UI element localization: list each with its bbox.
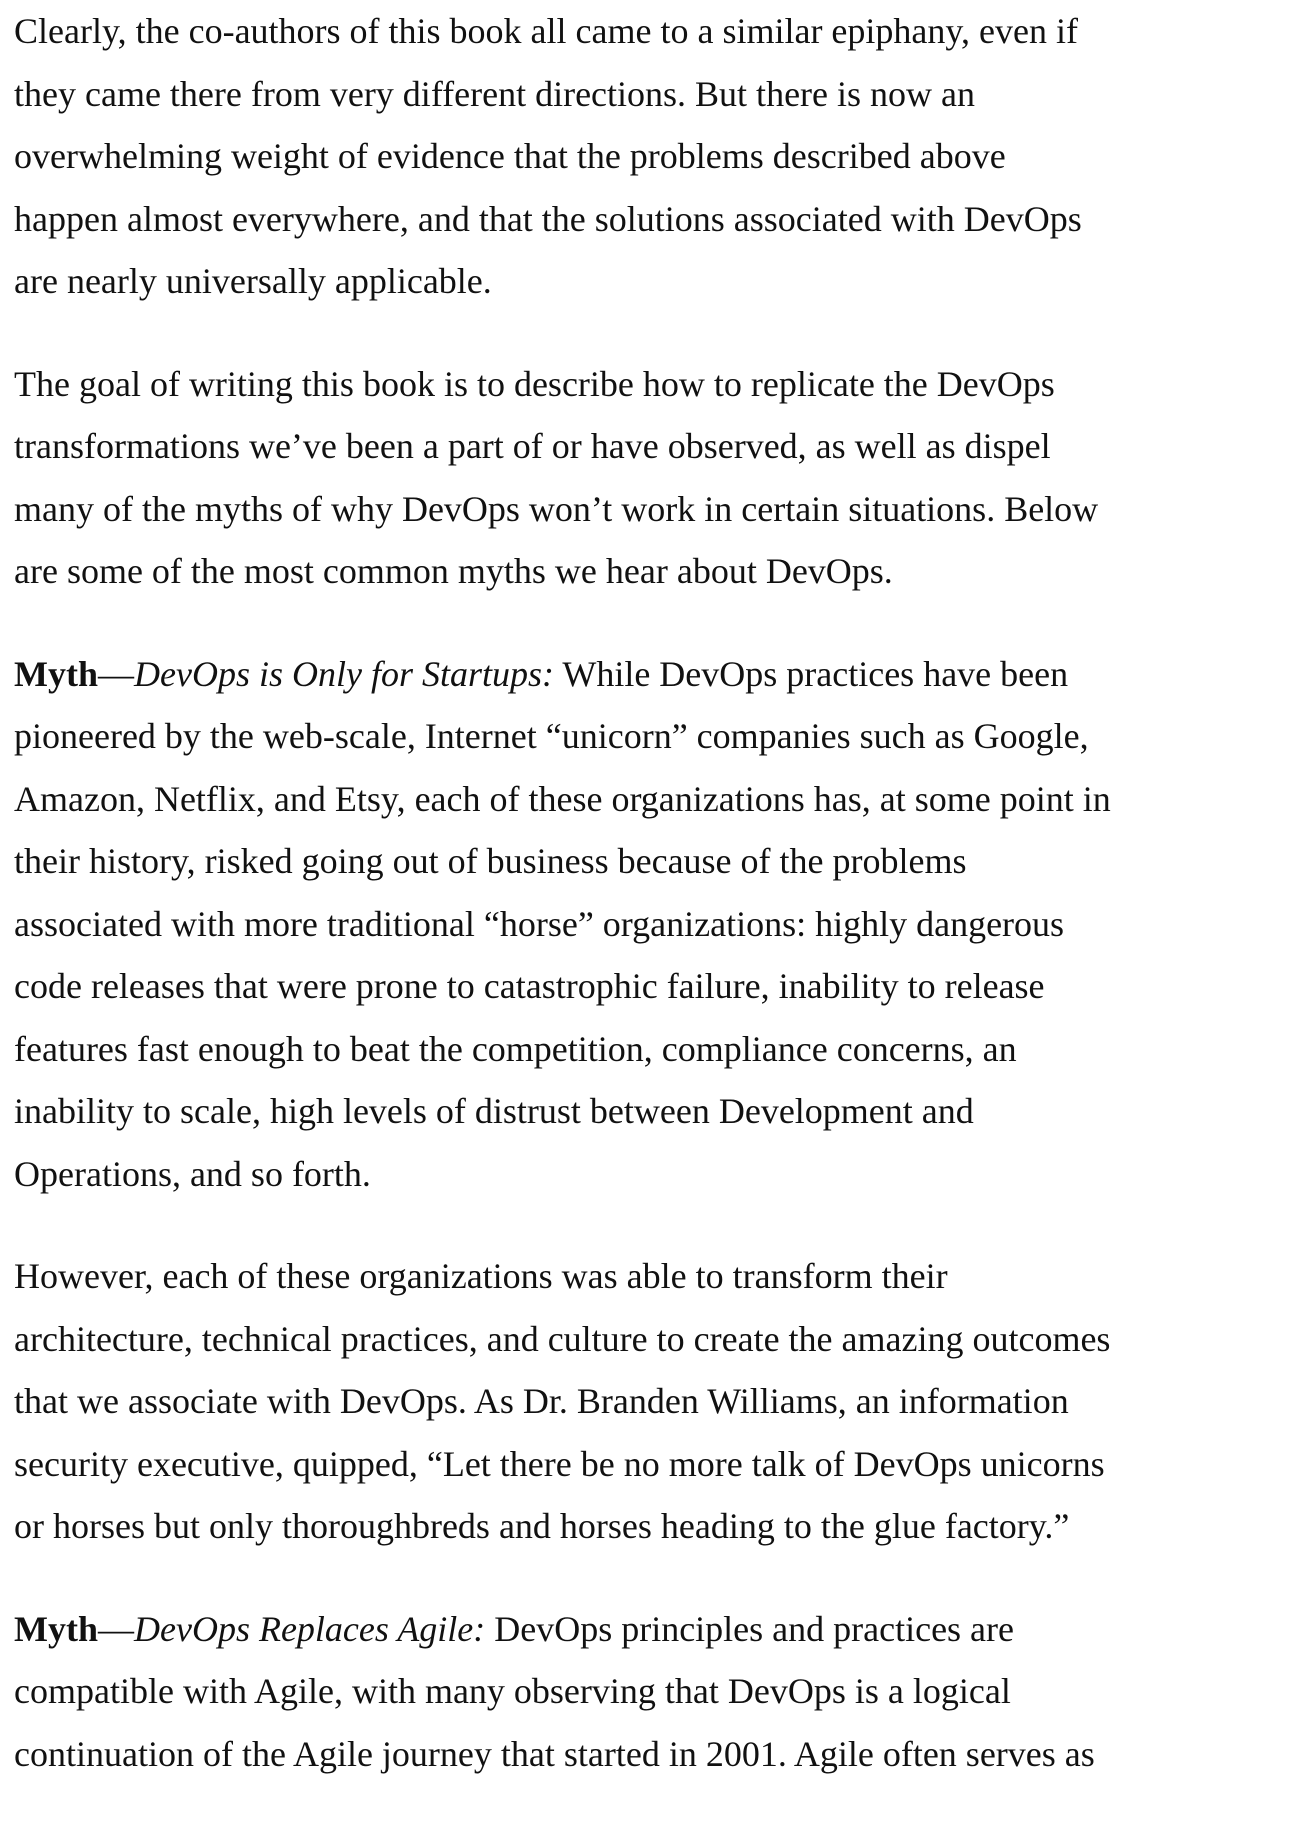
myth-label: Myth <box>14 653 98 694</box>
myth-lead-line <box>14 643 1296 706</box>
text-line: associated with more traditional “horse” organizations: highly dangerous <box>14 903 1065 944</box>
text-line: Amazon, Netflix, and Etsy, each of these organizations has, at some point in <box>14 778 1111 819</box>
document-page <box>14 0 1296 1825</box>
text-line: are some of the most common myths we hear about DevOps. <box>14 551 893 591</box>
text-line: or horses but only thoroughbreds and horses heading to the glue factory.” <box>14 1506 1070 1546</box>
text-line: that we associate with DevOps. As Dr. Branden Williams, an information <box>14 1381 1069 1421</box>
text-line: inability to scale, high levels of distrust between Development and <box>14 1091 974 1131</box>
myth-title: DevOps is Only for Startups: <box>134 653 554 694</box>
paragraph-goal <box>14 353 1296 603</box>
text-line: architecture, technical practices, and culture to create the amazing outcomes <box>14 1318 1111 1359</box>
paragraph-myth-agile <box>14 1598 1296 1786</box>
text-line: features fast enough to beat the competition, compliance concerns, an <box>14 1028 1017 1069</box>
text-line: they came there from very different directions. But there is now an <box>14 73 975 114</box>
text-line: code releases that were prone to catastrophic failure, inability to release <box>14 966 1045 1006</box>
text-line: Operations, and so forth. <box>14 1153 371 1194</box>
paragraph-myth-startups <box>14 643 1296 1206</box>
em-dash: — <box>98 653 134 694</box>
text-line: The goal of writing this book is to describe how to replicate the DevOps <box>14 363 1055 404</box>
text-line: happen almost everywhere, and that the solutions associated with DevOps <box>14 198 1082 239</box>
paragraph-epiphany <box>14 0 1296 313</box>
text-line: However, each of these organizations was able to transform their <box>14 1256 948 1296</box>
text-line: compatible with Agile, with many observing that DevOps is a logical <box>14 1671 1011 1711</box>
myth-lead-text: DevOps principles and practices are <box>485 1608 1015 1649</box>
text-line: are nearly universally applicable. <box>14 261 492 301</box>
text-line: their history, risked going out of business because of the problems <box>14 841 967 881</box>
myth-lead-text: While DevOps practices have been <box>553 653 1069 694</box>
text-line: pioneered by the web-scale, Internet “unicorn” companies such as Google, <box>14 716 1089 756</box>
text-line: transformations we’ve been a part of or have observed, as well as dispel <box>14 426 1051 466</box>
em-dash: — <box>98 1608 134 1649</box>
myth-lead-line <box>14 1598 1296 1661</box>
text-line: security executive, quipped, “Let there be no more talk of DevOps unicorns <box>14 1443 1105 1484</box>
paragraph-however <box>14 1245 1296 1558</box>
myth-title: DevOps Replaces Agile: <box>134 1608 486 1649</box>
text-line: overwhelming weight of evidence that the problems described above <box>14 136 1006 176</box>
text-line: continuation of the Agile journey that started in 2001. Agile often serves as <box>14 1733 1095 1774</box>
text-line: Clearly, the co-authors of this book all came to a similar epiphany, even if <box>14 11 1079 51</box>
text-line: many of the myths of why DevOps won’t work in certain situations. Below <box>14 488 1099 529</box>
myth-label: Myth <box>14 1608 98 1649</box>
